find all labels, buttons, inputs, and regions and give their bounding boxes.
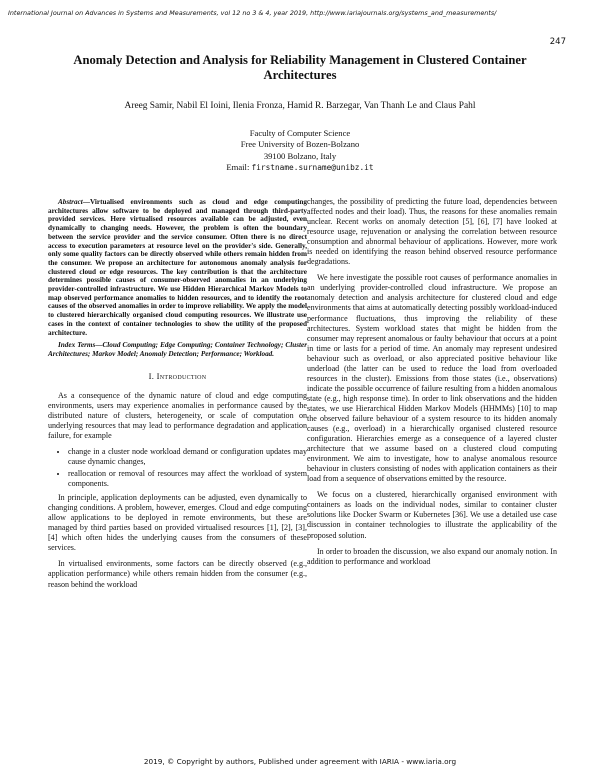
affiliation-email	[150, 162, 450, 173]
intro-paragraph-3: In virtualised environments, some factors can be directly observed (e.g., application performance) while others remain hidden from the consumer (e.g., reason behind the workload	[48, 559, 307, 589]
intro-bullet-2: • reallocation or removal of resources may affect the workload of system components.	[68, 469, 307, 489]
abstract-text: —Virtualised environments such as cloud and edge computing architectures allow software to be deployed and managed through third-party provided services. Here virtualised resources available can be adjusted, even dynamically to changing needs. However, the problem is often the boundary between the service provider and the service consumer. Often there is no direct access to execution parameters at resource level on the provider's side. Generally, only some quality factors can be directly observed while others remain hidden from the consumer. We propose an architecture for autonomous anomaly analysis for clustered cloud or edge resources. The key contribution is that the architecture determines possible causes of consumer-observed anomalies in an underlying provider-controlled infrastructure. We use Hidden Hierarchical Markov Models to map observed performance anomalies to hidden resources, and to identify the root causes of the observed anomalies in order to improve reliability. We apply the model to clustered hierarchically organised cloud computing resources. We illustrate use cases in the context of container technologies to show the utility of the proposed architecture.	[48, 198, 307, 337]
affiliation-faculty: Faculty of Computer Science	[249, 128, 351, 138]
copyright-footer: 2019, © Copyright by authors, Published under agreement with IARIA - www.iaria.org	[143, 757, 457, 766]
intro-bullet-1: • change in a cluster node workload demand or configuration updates may cause dynamic changes,	[68, 447, 307, 467]
email-label: Email:	[226, 162, 250, 173]
abstract	[48, 198, 307, 337]
intro-paragraph-2: In principle, application deployments can be adjusted, even dynamically to changing conditions. A problem, however, emerges. Cloud and edge computing allow applications to be deployed in remote environments, but these are managed by third parties based on provided virtualised resources [1], [2], [3], [4] which often hides the underlying causes from the consumers of these services.	[48, 493, 307, 553]
left-column	[48, 198, 307, 596]
section-heading-introduction: I. Introduction	[148, 370, 207, 381]
right-paragraph-4: In order to broaden the discussion, we also expand our anomaly notion. In addition to performance and workload	[307, 546, 557, 566]
index-terms: Index Terms—Cloud Computing; Edge Computing; Container Technology; Cluster Architectures; Markov Model; Anomaly Detection; Performance; Workload.	[48, 341, 307, 358]
email-address: firstname.surname@unibz.it	[251, 163, 374, 173]
right-paragraph-2: We here investigate the possible root causes of performance anomalies in an underlying provider-controlled cloud infrastructure. We propose an anomaly detection and analysis architecture for clustered cloud and edge environments that aims at automatically detecting possibly workload-induced performance fluctuations, thus improving the reliability of these architectures. System workload states that might be hidden from the consumer may represent anomalous or faulty behaviour that occurs at a point in time or lasts for a period of time. An anomaly may represent undesired behaviour such as overload, or also appreciated positive behaviour like underload (the latter can be used to reduce the load from overloaded resources in the cluster). Emissions from those states (i.e., observations) indicate the possible occurrence of failure resulting from a hidden anomalous state (e.g., high response time). In order to link observations and the hidden states, we use Hierarchical Hidden Markov Models (HHMMs) [10] to map the observed failure behaviour of a system resource to its hidden anomaly causes (e.g., overload) in a hierarchically organised clustered resource configuration. Hierarchies emerge as a consequence of a layered cluster architecture that we assume based on a clustered cloud computing environment. We aim to investigate, how to analyse anomalous resource behaviour in clusters consisting of nodes with application containers as their load from a sequence of observations emitted by the resource.	[307, 273, 557, 484]
intro-bullet-list	[48, 447, 307, 489]
right-paragraph-1: changes, the possibility of predicting the future load, dependencies between affected nodes and their load). Thus, the reasons for these anomalies remain unclear. Recent works on anomaly detection [5], [6], [7] have looked at resource usage, rejuvenation or analysing the correlation between resource consumption and abnormal behaviour of applications. However, more work is needed on identifying the reason behind observed resource performance degradations.	[307, 197, 557, 267]
affiliation	[150, 128, 450, 174]
affiliation-university: Free University of Bozen-Bolzano	[240, 139, 360, 150]
right-paragraph-3: We focus on a clustered, hierarchically organised environment with containers as loads on the individual nodes, similar to container cluster solutions like Docker Swarm or Kubernetes [36]. We use a detailed use case discussion in container technologies to illustrate the applicability of the proposed solution.	[307, 490, 557, 540]
paper-title: Anomaly Detection and Analysis for Reliability Management in Clustered Container Architectures	[73, 53, 527, 82]
right-column	[307, 197, 557, 573]
journal-header: International Journal on Advances in Systems and Measurements, vol 12 no 3 & 4, year 2019, http://www.iariajournals.org/systems_and_measurements/	[8, 9, 497, 17]
intro-paragraph-1: As a consequence of the dynamic nature of cloud and edge computing environments, users may experience anomalies in performance caused by the distributed nature of clusters, heterogeneity, or scale of computation on underlying resources that may lead to performance degradation and application failure, for example	[48, 390, 307, 440]
abstract-label: Abstract	[58, 198, 83, 206]
page-number: 247	[549, 37, 566, 47]
author-list: Areeg Samir, Nabil El Ioini, Ilenia Fronza, Hamid R. Barzegar, Van Thanh Le and Claus Pahl	[124, 101, 476, 111]
affiliation-address: 39100 Bolzano, Italy	[263, 150, 337, 161]
